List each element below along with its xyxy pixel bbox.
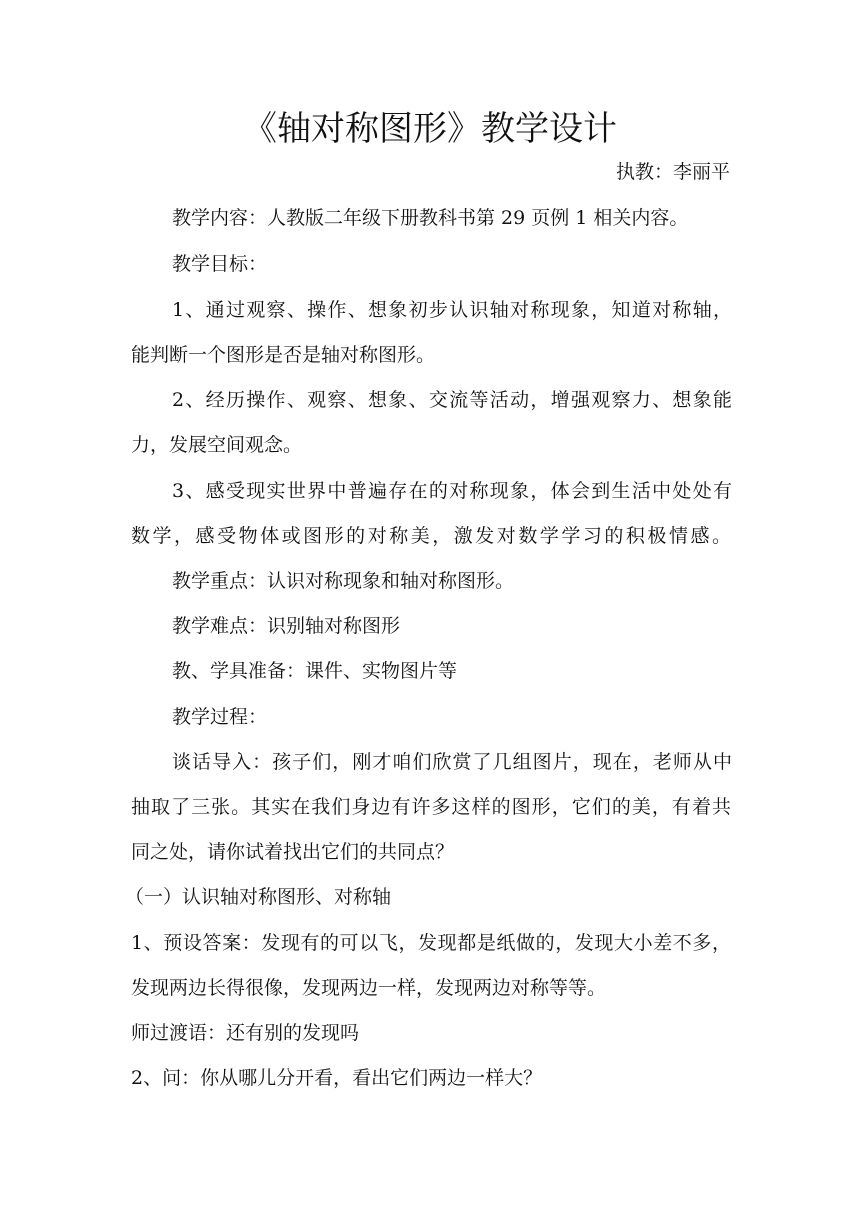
teaching-goals-heading: 教学目标： — [172, 253, 268, 275]
materials-preparation: 教、学具准备：课件、实物图片等 — [172, 660, 458, 682]
paragraph-line: 谈话导入：孩子们，刚才咱们欣赏了几组图片，现在，老师从中 — [172, 751, 732, 773]
paragraph-line: 1、通过观察、操作、想象初步认识轴对称现象，知道对称轴， — [172, 299, 732, 321]
teaching-difficulty: 教学难点：识别轴对称图形 — [172, 615, 401, 637]
paragraph-line: 师过渡语：还有别的发现吗 — [131, 1022, 360, 1044]
paragraph-line: 发现两边长得很像，发现两边一样，发现两边对称等等。 — [131, 977, 607, 999]
author-line: 执教：李丽平 — [615, 161, 730, 183]
paragraph-line: 1、预设答案：发现有的可以飞，发现都是纸做的，发现大小差不多， — [131, 932, 731, 954]
paragraph-line: 2、经历操作、观察、想象、交流等活动，增强观察力、想象能 — [172, 389, 732, 411]
document-title: 《轴对称图形》教学设计 — [243, 109, 617, 149]
paragraph-line: 数学，感受物体或图形的对称美，激发对数学学习的积极情感。 — [131, 525, 731, 547]
teaching-process-heading: 教学过程： — [172, 706, 268, 728]
paragraph-line: 2、问：你从哪儿分开看，看出它们两边一样大？ — [131, 1067, 543, 1089]
teaching-focus: 教学重点：认识对称现象和轴对称图形。 — [172, 570, 515, 592]
paragraph-line: 3、感受现实世界中普遍存在的对称现象，体会到生活中处处有 — [172, 480, 732, 502]
teaching-content: 教学内容：人教版二年级下册教科书第 29 页例 1 相关内容。 — [172, 207, 689, 229]
paragraph-line: 同之处，请你试着找出它们的共同点？ — [131, 841, 455, 863]
paragraph-line: 能判断一个图形是否是轴对称图形。 — [131, 344, 436, 366]
paragraph-line: 力，发展空间观念。 — [131, 434, 303, 456]
section-heading: （一）认识轴对称图形、对称轴 — [125, 886, 392, 908]
paragraph-line: 抽取了三张。其实在我们身边有许多这样的图形，它们的美，有着共 — [131, 796, 731, 818]
